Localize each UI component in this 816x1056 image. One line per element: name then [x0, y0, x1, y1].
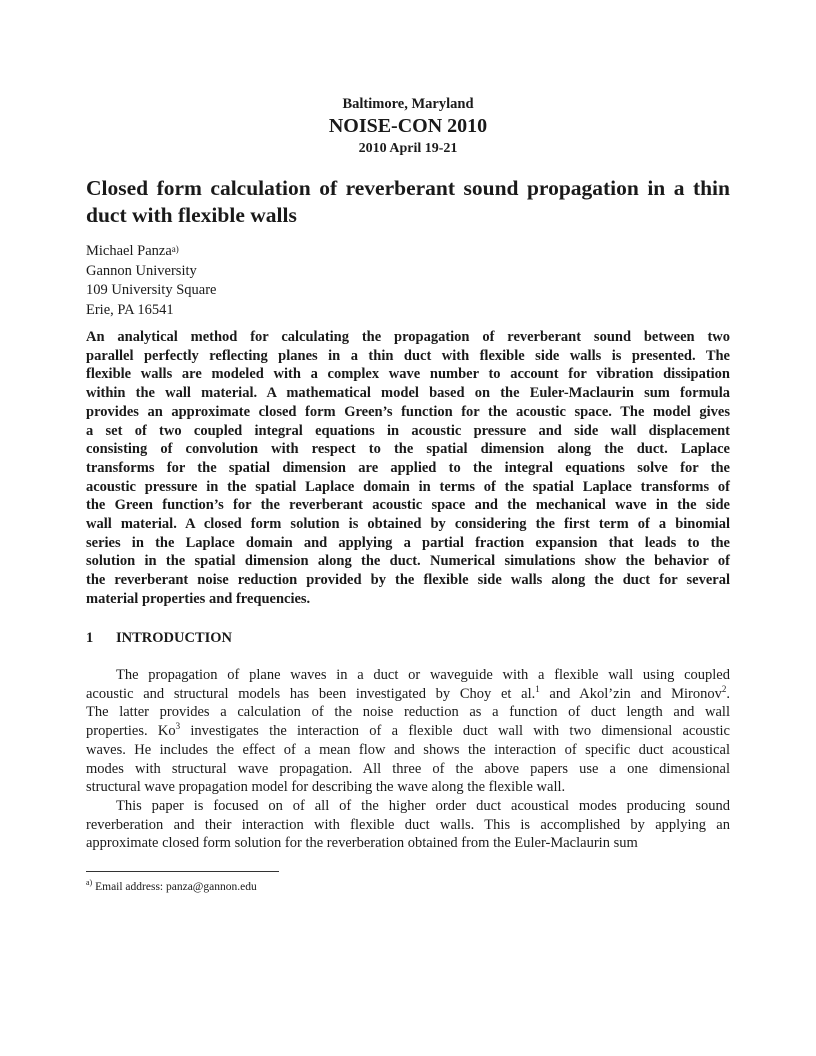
body-text-span: investigates the interaction of a flexible duct wall with two dimensional acoustic [180, 723, 730, 740]
section-number: 1 [86, 630, 94, 646]
body-line: structural wave propagation model for describing the wave along the flexible wall. [86, 779, 566, 796]
abstract-line: consisting of convolution with respect to the spatial dimension along the duct. Laplace [86, 441, 730, 458]
title-line-1: Closed form calculation of reverberant sound propagation in a thin [86, 176, 730, 200]
body-text-span: . [726, 685, 730, 702]
body-text-span: properties. Ko [86, 723, 176, 740]
citation-ref: 3 [175, 721, 181, 732]
abstract-line: provides an approximate closed form Green’s function for the acoustic space. The model gives [86, 403, 730, 420]
body-text-span: and Akol’zin and Mironov [539, 685, 722, 702]
paper-title [86, 175, 730, 229]
citation-ref: 2 [721, 683, 727, 694]
body-line: This paper is focused on of all of the higher order duct acoustical modes producing sound [116, 797, 730, 814]
abstract-line: a set of two coupled integral equations in acoustic pressure and side wall displacement [86, 422, 730, 439]
section-heading [86, 630, 232, 647]
body-line [86, 685, 730, 704]
body-line: reverberation and their interaction with flexible duct walls. This is accomplished by applying an [86, 816, 730, 833]
footnote-mark: a) [86, 878, 93, 887]
body-text-span: acoustic and structural models has been investigated by Choy et al. [86, 685, 536, 702]
abstract-line: the Green function’s for the reverberant acoustic space and the mechanical wave in the side [86, 497, 730, 514]
abstract-line: material properties and frequencies. [86, 590, 311, 607]
author-footnote-mark: a) [171, 244, 179, 254]
body-text [86, 666, 730, 853]
body-line: approximate closed form solution for the reverberation obtained from the Euler-Maclaurin sum [86, 835, 638, 852]
body-line [86, 722, 730, 741]
footnote-text: Email address: panza@gannon.edu [92, 880, 257, 893]
body-line: modes with structural wave propagation. All three of the above papers use a one dimensional [86, 760, 730, 777]
author-block [86, 242, 216, 320]
author-name: Michael Panza [86, 243, 172, 259]
abstract-line: solution in the spatial dimension along the duct. Numerical simulations show the behavior of [86, 553, 730, 570]
author-street: 109 University Square [86, 282, 217, 298]
author-city: Erie, PA 16541 [86, 301, 174, 318]
abstract-line: within the wall material. A mathematical model based on the Euler-Maclaurin sum formula [86, 385, 730, 402]
author-name-line [86, 242, 216, 262]
author-affiliation: Gannon University [86, 262, 197, 279]
abstract [86, 328, 730, 609]
body-line: waves. He includes the effect of a mean flow and shows the interaction of specific duct acoustical [86, 741, 730, 758]
body-line: The latter provides a calculation of the noise reduction as a function of duct length and wall [86, 704, 730, 721]
abstract-line: transforms for the spatial dimension are applied to the integral equations solve for the [86, 459, 730, 476]
body-line: The propagation of plane waves in a duct or waveguide with a flexible wall using coupled [116, 667, 730, 683]
section-title: INTRODUCTION [116, 630, 233, 646]
title-line-2: duct with flexible walls [86, 203, 297, 227]
abstract-line: An analytical method for calculating the propagation of reverberant sound between two [86, 329, 730, 345]
conference-location: Baltimore, Maryland [342, 96, 474, 112]
footnote [86, 878, 257, 893]
abstract-line: flexible walls are modeled with a complex wave number to account for vibration dissipation [86, 366, 730, 383]
conference-name: NOISE-CON 2010 [328, 115, 488, 137]
footnote-divider [86, 871, 279, 872]
abstract-line: parallel perfectly reflecting planes in a thin duct with flexible side walls is presented. The [86, 347, 730, 364]
abstract-line: acoustic pressure in the spatial Laplace domain in terms of the spatial Laplace transforms of [86, 478, 730, 495]
conference-dates: 2010 April 19-21 [358, 141, 458, 156]
citation-ref: 1 [535, 683, 540, 694]
abstract-line: series in the Laplace domain and applying a partial fraction expansion that leads to the [86, 534, 730, 551]
abstract-line: wall material. A closed form solution is obtained by considering the first term of a binomial [86, 516, 730, 533]
abstract-line: the reverberant noise reduction provided by the flexible side walls along the duct for several [86, 572, 730, 589]
